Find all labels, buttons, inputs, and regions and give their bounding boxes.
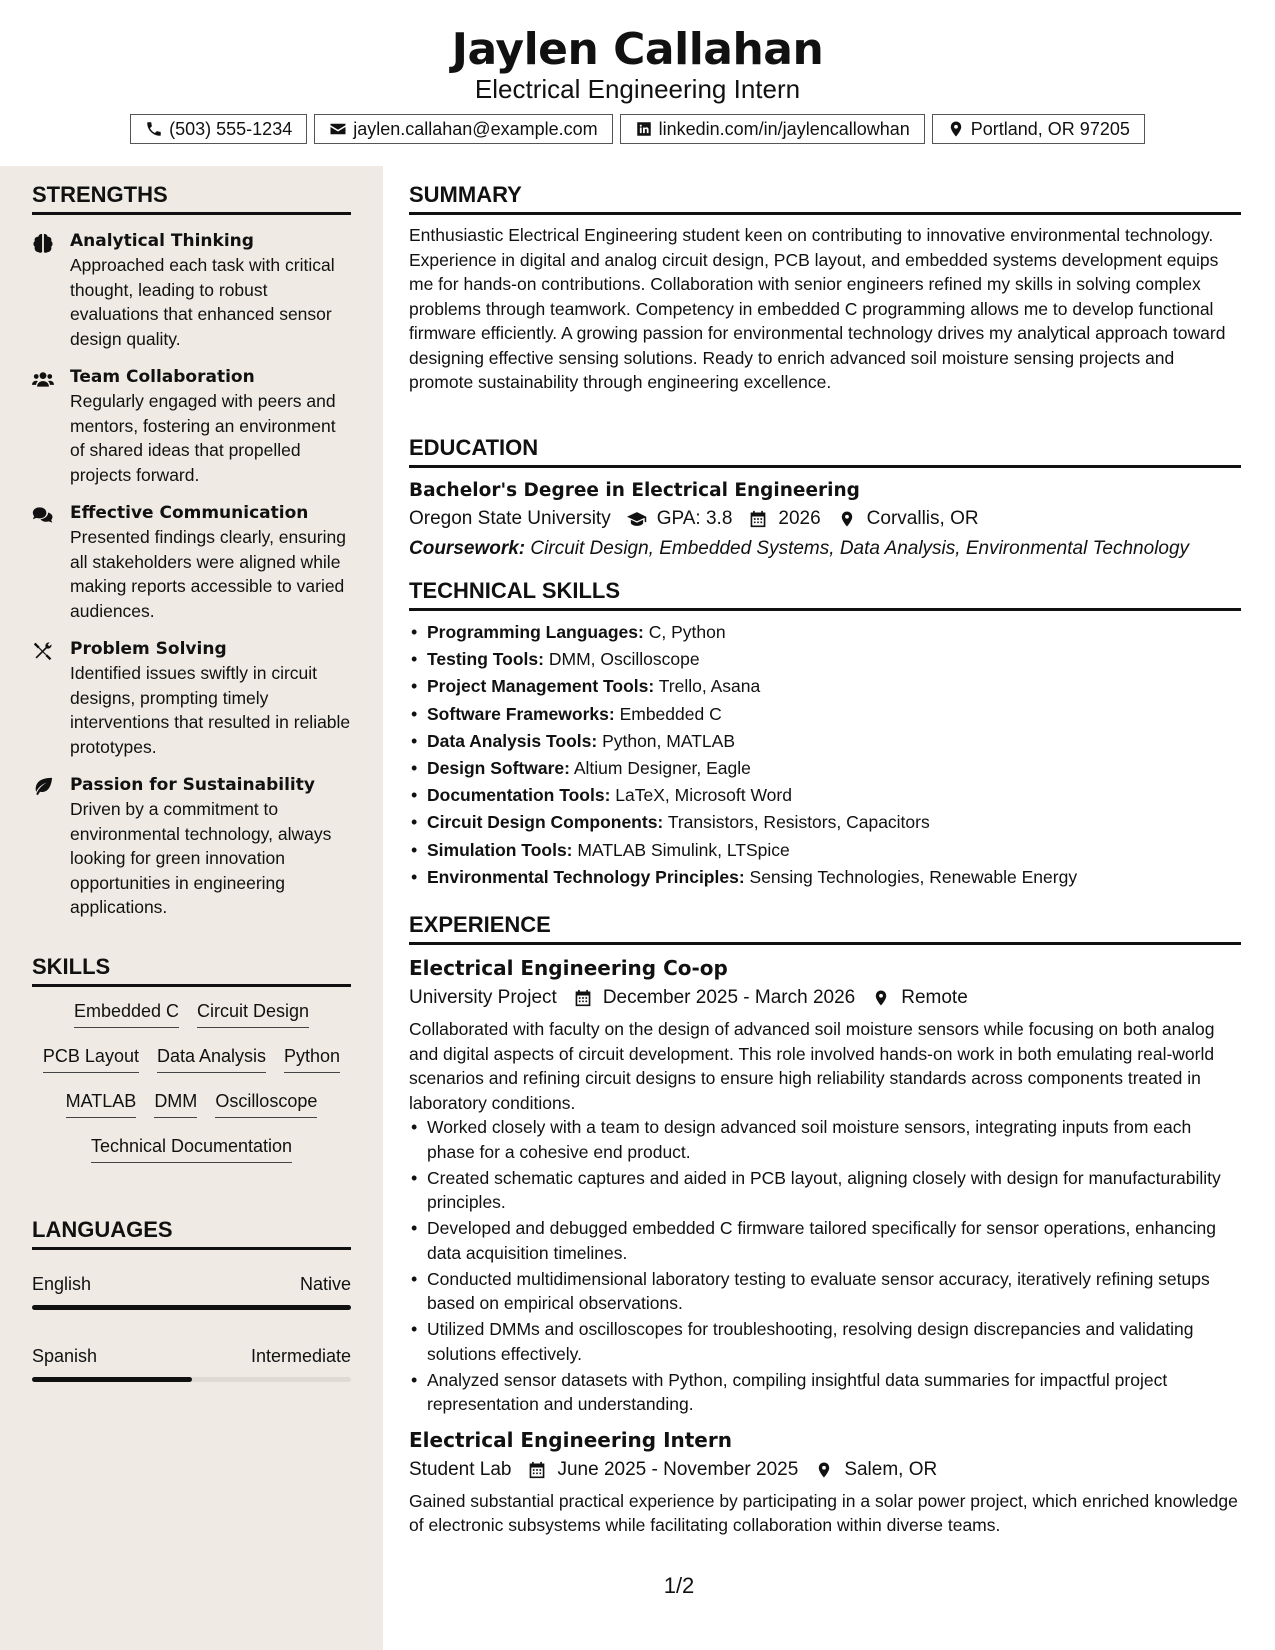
sidebar bbox=[0, 166, 383, 1650]
job-meta bbox=[409, 1455, 1241, 1485]
contact-bar bbox=[0, 114, 1275, 144]
skill-values: Altium Designer, Eagle bbox=[573, 758, 751, 779]
experience-heading: EXPERIENCE bbox=[409, 911, 1241, 945]
languages-heading: LANGUAGES bbox=[32, 1216, 351, 1250]
envelope-icon bbox=[329, 120, 347, 138]
candidate-title: Electrical Engineering Intern bbox=[474, 74, 801, 104]
education-heading: EDUCATION bbox=[409, 434, 1241, 468]
degree-title: Bachelor's Degree in Electrical Engineering bbox=[409, 480, 860, 501]
calendar-icon bbox=[748, 510, 768, 528]
list-item bbox=[409, 864, 1241, 891]
strength-title: Passion for Sustainability bbox=[70, 775, 315, 795]
contact-location[interactable] bbox=[932, 114, 1145, 144]
skill-tag: PCB Layout bbox=[43, 1042, 139, 1073]
list-item bbox=[409, 755, 1241, 782]
skill-values: Transistors, Resistors, Capacitors bbox=[667, 812, 930, 833]
strength-title: Effective Communication bbox=[70, 503, 309, 523]
strength-text: Regularly engaged with peers and mentors, fostering an environment of shared ideas that propelled projects forward. bbox=[70, 391, 336, 485]
strength-title: Problem Solving bbox=[70, 639, 227, 659]
phone-icon bbox=[145, 120, 163, 138]
skill-category: Circuit Design Components: bbox=[427, 812, 664, 833]
strength-text: Driven by a commitment to environmental technology, always looking for green innovation opportunities in engineering applications. bbox=[70, 799, 332, 917]
calendar-icon bbox=[573, 989, 593, 1007]
skill-category: Project Management Tools: bbox=[427, 676, 655, 697]
strength-text: Identified issues swiftly in circuit designs, prompting timely interventions that resulted in reliable prototypes. bbox=[70, 663, 351, 757]
technical-skills-section bbox=[409, 577, 1241, 891]
resume-header bbox=[0, 0, 1275, 166]
list-item: • Created schematic captures and aided in PCB layout, aligning closely with design for manufacturability principles. bbox=[409, 1166, 1241, 1215]
language-level: Native bbox=[299, 1274, 351, 1294]
strengths-heading: STRENGTHS bbox=[32, 181, 351, 215]
skill-values: MATLAB Simulink, LTSpice bbox=[577, 839, 790, 860]
skill-tag: Oscilloscope bbox=[215, 1087, 317, 1118]
languages-section bbox=[32, 1216, 351, 1382]
job-dates: December 2025 - March 2026 bbox=[602, 987, 856, 1008]
language-item bbox=[32, 1344, 351, 1382]
skill-category: Software Frameworks: bbox=[427, 703, 615, 724]
gpa-text: GPA: 3.8 bbox=[656, 508, 733, 529]
list-item bbox=[409, 837, 1241, 864]
skill-tag: Python bbox=[284, 1042, 340, 1073]
main-content bbox=[383, 166, 1275, 1650]
list-item bbox=[409, 728, 1241, 755]
list-item bbox=[409, 701, 1241, 728]
strength-item bbox=[32, 501, 351, 623]
skills-list bbox=[32, 997, 351, 1177]
school-location: Corvallis, OR bbox=[866, 508, 979, 529]
coursework bbox=[409, 534, 1241, 564]
technical-skills-heading: TECHNICAL SKILLS bbox=[409, 577, 1241, 611]
language-name: English bbox=[32, 1274, 92, 1294]
job-location: Salem, OR bbox=[844, 1458, 938, 1480]
strength-text: Presented findings clearly, ensuring all stakeholders were aligned while making reports accessible to varied audiences. bbox=[70, 527, 346, 621]
skill-values: DMM, Oscilloscope bbox=[548, 649, 700, 670]
skills-heading: SKILLS bbox=[32, 953, 351, 987]
job-org: University Project bbox=[409, 987, 557, 1008]
linkedin-icon bbox=[635, 120, 653, 138]
contact-email[interactable] bbox=[314, 114, 612, 144]
list-item: • Analyzed sensor datasets with Python, compiling insightful data summaries for impactful project representation and understanding. bbox=[409, 1368, 1241, 1417]
skill-values: LaTeX, Microsoft Word bbox=[615, 785, 792, 806]
coursework-label: Coursework: bbox=[409, 538, 526, 559]
coursework-list: Circuit Design, Embedded Systems, Data Analysis, Environmental Technology bbox=[530, 538, 1190, 559]
skill-category: Design Software: bbox=[427, 758, 570, 779]
phone-text: (503) 555-1234 bbox=[169, 119, 293, 139]
education-meta bbox=[409, 504, 1241, 534]
job-entry bbox=[409, 1425, 1241, 1538]
job-entry bbox=[409, 953, 1241, 1417]
skill-category: Simulation Tools: bbox=[427, 839, 573, 860]
skills-section bbox=[32, 953, 351, 1177]
education-section bbox=[409, 434, 1241, 564]
contact-phone[interactable] bbox=[130, 114, 307, 144]
strength-text: Approached each task with critical thought, leading to robust evaluations that enhanced sensor design quality. bbox=[70, 255, 335, 349]
skill-tag: Circuit Design bbox=[197, 997, 309, 1028]
skill-values: Trello, Asana bbox=[658, 676, 761, 697]
technical-skills-list bbox=[409, 619, 1241, 891]
users-icon bbox=[32, 369, 54, 389]
strength-item bbox=[32, 637, 351, 759]
job-title: Electrical Engineering Intern bbox=[409, 1427, 732, 1452]
language-item bbox=[32, 1272, 351, 1310]
skill-tag: Data Analysis bbox=[157, 1042, 266, 1073]
skill-values: Python, MATLAB bbox=[602, 730, 735, 751]
job-description: Gained substantial practical experience by participating in a solar power project, which enriched knowledge of electronic subsystems while facilitating collaboration within diverse teams. bbox=[409, 1490, 1238, 1535]
list-item: • Worked closely with a team to design advanced soil moisture sensors, integrating inputs from each phase for a cohesive end product. bbox=[409, 1115, 1241, 1164]
list-item bbox=[409, 619, 1241, 646]
contact-linkedin[interactable] bbox=[620, 114, 925, 144]
skill-category: Programming Languages: bbox=[427, 622, 644, 642]
calendar-icon bbox=[527, 1461, 547, 1479]
list-item bbox=[409, 782, 1241, 809]
job-bullets bbox=[409, 1115, 1241, 1417]
skill-tag: DMM bbox=[154, 1087, 197, 1118]
school-name: Oregon State University bbox=[409, 508, 611, 529]
skill-category: Documentation Tools: bbox=[427, 785, 611, 806]
map-pin-icon bbox=[947, 120, 965, 138]
strength-item bbox=[32, 773, 351, 920]
skill-values: C, Python bbox=[648, 622, 726, 642]
job-description: Collaborated with faculty on the design of advanced soil moisture sensors while focusing on both analog and digital aspects of circuit development. This role involved hands-on work in both emulating real-world scenarios and refining circuit designs to ensure high reliability standards across components treated in laboratory conditions. bbox=[409, 1019, 1215, 1113]
strength-item bbox=[32, 229, 351, 351]
job-dates: June 2025 - November 2025 bbox=[557, 1458, 799, 1480]
skill-category: Data Analysis Tools: bbox=[427, 730, 598, 751]
email-text: jaylen.callahan@example.com bbox=[353, 119, 598, 139]
candidate-name: Jaylen Callahan bbox=[451, 24, 824, 75]
skill-tag: Technical Documentation bbox=[91, 1132, 292, 1163]
skill-category: Testing Tools: bbox=[427, 649, 544, 670]
list-item: • Conducted multidimensional laboratory testing to evaluate sensor accuracy, iteratively refining setups based on empirical observations. bbox=[409, 1267, 1241, 1316]
list-item: • Developed and debugged embedded C firmware tailored specifically for sensor operations, enhancing data acquisition timelines. bbox=[409, 1216, 1241, 1265]
language-level: Intermediate bbox=[250, 1346, 351, 1366]
language-name: Spanish bbox=[32, 1346, 98, 1366]
skill-tag: MATLAB bbox=[66, 1087, 137, 1118]
skill-category: Environmental Technology Principles: bbox=[427, 866, 745, 887]
graduation-cap-icon bbox=[627, 510, 647, 528]
strength-item bbox=[32, 365, 351, 487]
list-item: • Utilized DMMs and oscilloscopes for troubleshooting, resolving design discrepancies and validating solutions effectively. bbox=[409, 1317, 1241, 1366]
location-text: Portland, OR 97205 bbox=[970, 119, 1130, 139]
strengths-section bbox=[32, 181, 351, 920]
skill-values: Embedded C bbox=[619, 703, 722, 724]
language-proficiency-fill bbox=[32, 1377, 192, 1382]
brain-icon bbox=[32, 233, 54, 253]
summary-text: Enthusiastic Electrical Engineering student keen on contributing to innovative environmental technology. Experience in digital and analog circuit design, PCB layout, and embedded systems development equips me for hands-on contributions. Collaboration with senior engineers refined my skills in solving complex problems through teamwork. Competency in embedded C programming allows me to develop functional firmware efficiently. A growing passion for environmental technology drives my analytical approach toward designing effective sensing solutions. Ready to enrich advanced soil moisture sensing projects and promote sustainability through engineering excellence. bbox=[409, 225, 1226, 392]
list-item bbox=[409, 646, 1241, 673]
graduation-year: 2026 bbox=[778, 508, 821, 529]
job-org: Student Lab bbox=[409, 1458, 512, 1480]
experience-section bbox=[409, 911, 1241, 1538]
map-pin-icon bbox=[871, 989, 891, 1007]
map-pin-icon bbox=[837, 510, 857, 528]
language-proficiency-bar bbox=[32, 1305, 351, 1310]
skill-tag: Embedded C bbox=[74, 997, 179, 1028]
summary-heading: SUMMARY bbox=[409, 181, 1241, 215]
comments-icon bbox=[32, 505, 54, 525]
language-proficiency-bar bbox=[32, 1377, 351, 1382]
map-pin-icon bbox=[814, 1461, 834, 1479]
job-location: Remote bbox=[901, 987, 968, 1008]
page-number: 1/2 bbox=[663, 1573, 695, 1598]
job-title: Electrical Engineering Co-op bbox=[409, 956, 728, 980]
strength-title: Team Collaboration bbox=[70, 367, 255, 387]
strength-title: Analytical Thinking bbox=[70, 231, 254, 251]
leaf-icon bbox=[32, 777, 54, 797]
linkedin-text: linkedin.com/in/jaylencallowhan bbox=[658, 119, 910, 139]
list-item bbox=[409, 809, 1241, 836]
language-proficiency-fill bbox=[32, 1305, 351, 1310]
job-meta bbox=[409, 983, 1241, 1013]
skill-values: Sensing Technologies, Renewable Energy bbox=[749, 866, 1078, 887]
tools-icon bbox=[32, 641, 54, 661]
list-item bbox=[409, 673, 1241, 700]
summary-section bbox=[409, 181, 1241, 395]
